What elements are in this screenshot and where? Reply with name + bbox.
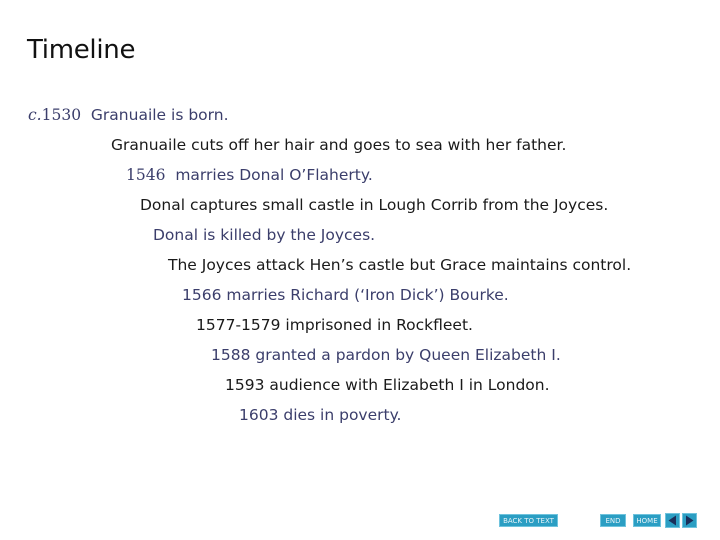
timeline-entry-1546 [126,165,373,185]
home-button[interactable]: HOME [633,514,661,527]
end-button[interactable]: END [600,514,626,527]
entry-text: Donal captures small castle in Lough Corrib from the Joyces. [140,196,609,214]
previous-button[interactable] [665,513,680,528]
timeline-entry-1566 [182,285,509,305]
circa-label: c. [28,106,42,124]
timeline-entry-hens-castle [168,255,631,275]
next-button[interactable] [682,513,697,528]
timeline-entry-donal-killed [153,225,375,245]
timeline-entry-1603 [239,405,402,425]
back-to-text-button[interactable]: BACK TO TEXT [499,514,558,527]
entry-year: 1546 [126,166,166,184]
entry-text: 1603 dies in poverty. [239,406,402,424]
entry-text: 1588 granted a pardon by Queen Elizabeth I. [211,346,561,364]
timeline-entry-1593 [225,375,550,395]
entry-text: 1577-1579 imprisoned in Rockfleet. [196,316,473,334]
timeline-entry-sea [111,135,566,155]
entry-text: 1593 audience with Elizabeth I in London. [225,376,550,394]
entry-year: 1530 [41,106,82,124]
timeline-entry-castle-capture [140,195,608,215]
entry-text: 1566 marries Richard (‘Iron Dick’) Bourke. [182,286,509,304]
timeline-entry-1530 [28,105,229,125]
entry-text: Granuaile is born. [90,106,229,124]
entry-text: Granuaile cuts off her hair and goes to sea with her father. [111,136,567,154]
timeline-entry-1588 [211,345,561,365]
timeline-entry-1577-1579 [196,315,473,335]
entry-text: marries Donal O’Flaherty. [175,166,373,184]
triangle-left-icon [666,514,679,527]
triangle-right-icon [683,514,696,527]
entry-text: The Joyces attack Hen’s castle but Grace maintains control. [168,256,632,274]
entry-text: Donal is killed by the Joyces. [153,226,376,244]
page-title: Timeline [27,35,136,65]
